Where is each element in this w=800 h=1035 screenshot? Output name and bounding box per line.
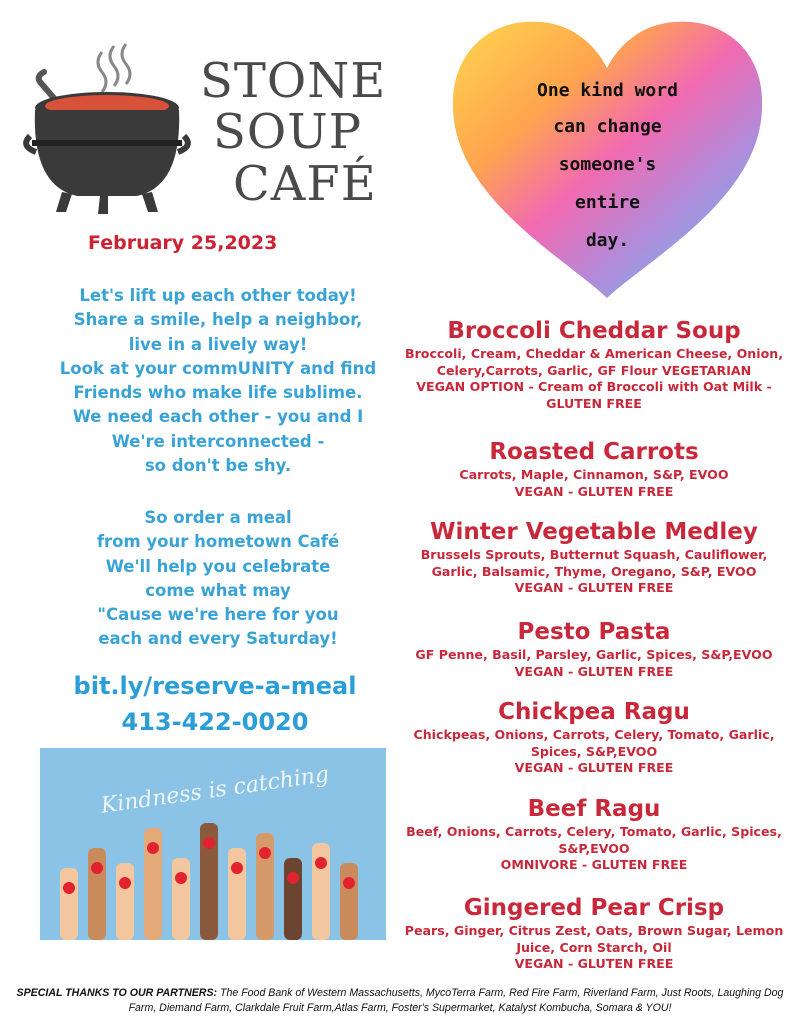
dish-desc-line: VEGAN - GLUTEN FREE xyxy=(514,483,674,499)
heart-text-line: One kind word xyxy=(537,80,678,101)
dish-desc-line: Pears, Ginger, Citrus Zest, Oats, Brown Sugar, Lemon xyxy=(404,923,784,938)
dish-desc-line: VEGAN - GLUTEN FREE xyxy=(514,580,674,595)
dish-name: Winter Vegetable Medley xyxy=(430,519,758,545)
dish-desc-line: Spices, S&P,EVOO xyxy=(530,743,658,759)
poem-line: We need each other - you and I xyxy=(72,407,364,427)
dish-desc-line: VEGAN - GLUTEN FREE xyxy=(514,663,674,679)
heart-text-line: someone's xyxy=(558,154,657,175)
poem-line: Let's lift up each other today! xyxy=(79,286,357,305)
heart-text-line: day. xyxy=(585,230,630,251)
dish-desc-line: VEGAN - GLUTEN FREE xyxy=(514,760,674,775)
soup-pot-logo-icon xyxy=(22,36,202,216)
poem-line: Share a smile, help a neighbor, xyxy=(73,310,363,330)
dish-desc-line: Juice, Corn Starch, Oil xyxy=(516,939,672,955)
phone-number: 413-422-0020 xyxy=(121,708,309,736)
dish-desc-line: Brussels Sprouts, Butternut Squash, Cauliflower, xyxy=(420,547,768,562)
dish-name: Gingered Pear Crisp xyxy=(463,895,725,921)
menu-item xyxy=(398,794,790,874)
poem-line: each and every Saturday! xyxy=(98,629,338,649)
menu-item xyxy=(398,316,790,412)
logo-text-stone: STONE xyxy=(200,53,387,109)
dish-name: Beef Ragu xyxy=(527,796,661,822)
poem-line: We'll help you celebrate xyxy=(105,556,331,576)
dish-desc-line: GF Penne, Basil, Parsley, Garlic, Spices, S&P,EVOO xyxy=(415,647,773,662)
dish-desc-line: Beef, Onions, Carrots, Celery, Tomato, Garlic, Spices, xyxy=(406,824,782,839)
dish-desc-line: VEGAN - GLUTEN FREE xyxy=(514,956,674,971)
dish-name: Chickpea Ragu xyxy=(498,699,690,725)
dish-desc-line: VEGAN OPTION - Cream of Broccoli with Oat Milk - xyxy=(416,379,772,394)
event-date: February 25,2023 xyxy=(88,232,278,254)
dish-name: Broccoli Cheddar Soup xyxy=(447,318,741,344)
kindness-caption: Kindness is catching xyxy=(99,762,331,819)
heart-text-line: entire xyxy=(574,192,641,213)
dish-desc-line: Carrots, Maple, Cinnamon, S&P, EVOO xyxy=(459,467,729,482)
logo-text-soup: SOUP xyxy=(213,104,362,160)
dish-name: Pesto Pasta xyxy=(517,619,671,645)
logo-text-cafe: CAFÉ xyxy=(233,156,377,212)
poem-line: Look at your commUNITY and find xyxy=(59,358,377,378)
partners-footer xyxy=(12,986,788,1016)
footer-text: The Food Bank of Western Massachusetts, MycoTerra Farm, Red Fire Farm, Riverland Farm, Just Roots, Laughing Dog Farm, Diemand Farm, Clarkdale Fruit Farm,Atlas Farm, Foster's Supermarket, Katalyst Kombucha, Somara & YOU! xyxy=(128,987,784,1014)
poem-line: "Cause we're here for you xyxy=(97,605,339,625)
poem-line: So order a meal xyxy=(144,508,292,527)
poem-stanza-2 xyxy=(18,506,418,652)
menu-item xyxy=(398,437,790,500)
poem-line: Friends who make life sublime. xyxy=(73,383,363,403)
dish-desc-line: OMNIVORE - GLUTEN FREE xyxy=(500,857,688,872)
dish-desc-line: S&P,EVOO xyxy=(558,840,630,856)
menu-item xyxy=(398,617,790,680)
reservation-link[interactable]: bit.ly/reserve-a-meal xyxy=(73,672,357,700)
poem-line: from your hometown Café xyxy=(96,532,340,552)
poem-line: come what may xyxy=(145,580,291,600)
footer-label: SPECIAL THANKS TO OUR PARTNERS: xyxy=(16,987,218,999)
dish-desc-line: GLUTEN FREE xyxy=(546,395,642,411)
dish-desc-line: Broccoli, Cream, Cheddar & American Cheese, Onion, xyxy=(404,346,783,361)
poem-line: We're interconnected - xyxy=(111,431,325,451)
dish-name: Roasted Carrots xyxy=(489,439,699,465)
dish-desc-line: Garlic, Balsamic, Thyme, Oregano, S&P, EVOO xyxy=(431,563,757,579)
heart-text-line: can change xyxy=(553,116,662,137)
raised-hands-icon xyxy=(40,748,386,940)
poem-line: so don't be shy. xyxy=(144,456,292,476)
menu-item xyxy=(398,893,790,973)
poem-stanza-1 xyxy=(18,284,418,478)
poem-line: live in a lively way! xyxy=(128,334,308,354)
menu-item xyxy=(398,517,790,597)
dish-desc-line: Chickpeas, Onions, Carrots, Celery, Tomato, Garlic, xyxy=(413,727,775,742)
dish-desc-line: Celery,Carrots, Garlic, GF Flour VEGETARIAN xyxy=(436,362,752,378)
kindness-is-catching-image xyxy=(40,748,386,940)
menu-item xyxy=(398,697,790,777)
